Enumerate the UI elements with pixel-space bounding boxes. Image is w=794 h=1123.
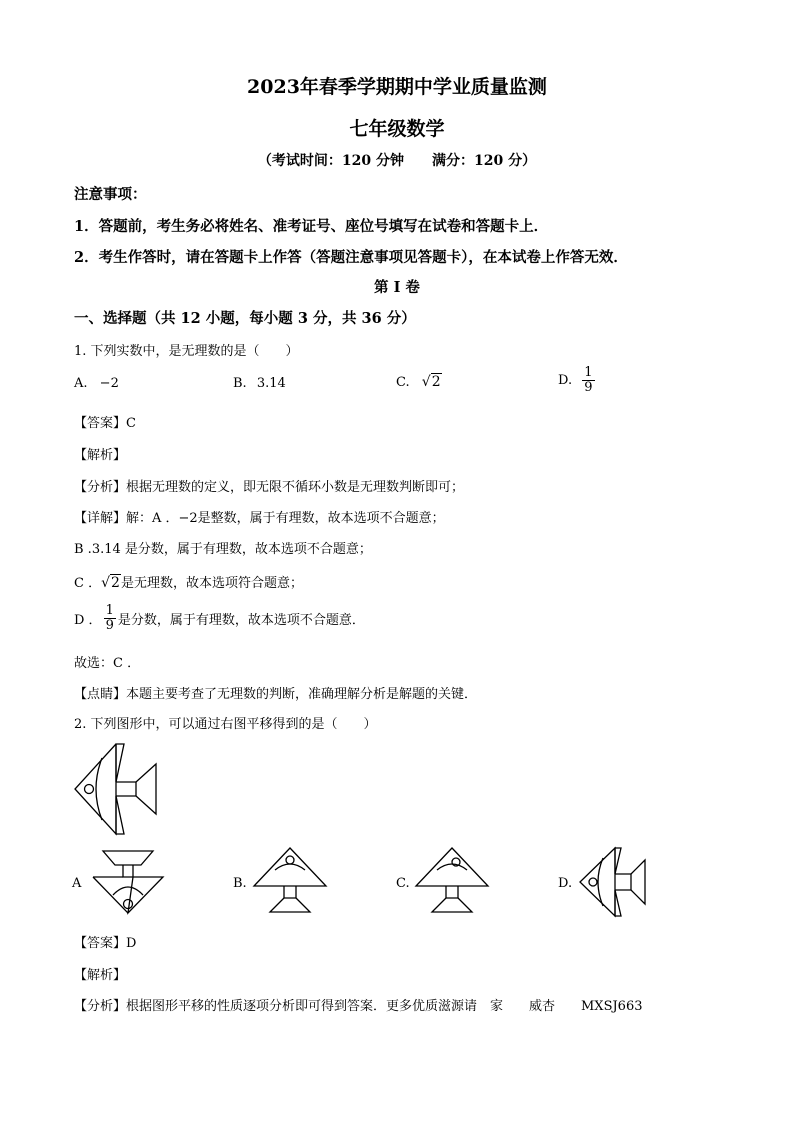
q2-option-a-figure bbox=[91, 849, 165, 915]
reference-eye-circle bbox=[85, 785, 94, 794]
q1-detail-c bbox=[74, 572, 303, 591]
detail-prefix: C ． bbox=[74, 576, 102, 591]
notes-item-1: 1．答题前，考生务必将姓名、准考证号、座位号填写在试卷和答题卡上． bbox=[74, 218, 549, 235]
fraction bbox=[104, 604, 116, 633]
fraction-numerator: 1 bbox=[584, 365, 593, 380]
option-text: 3.14 bbox=[256, 376, 286, 391]
q2-option-b-label: B. bbox=[233, 876, 247, 891]
q1-option-a bbox=[74, 376, 119, 391]
q2-option-d-figure bbox=[577, 846, 649, 918]
q2-option-c-figure bbox=[414, 846, 490, 916]
option-letter: D. bbox=[558, 373, 573, 388]
q1-detail-d bbox=[74, 604, 365, 633]
notes-item-2: 2．考生作答时，请在答题卡上作答（答题注意事项见答题卡），在本试卷上作答无效． bbox=[74, 249, 628, 266]
q1-option-b bbox=[233, 376, 286, 391]
radicand: 2 bbox=[431, 374, 441, 390]
q1-option-c bbox=[396, 374, 442, 390]
q1-jiexi: 【解析】 bbox=[74, 448, 127, 463]
detail-suffix: 是分数，属于有理数，故本选项不合题意． bbox=[117, 613, 365, 628]
fraction-denominator: 9 bbox=[584, 380, 593, 395]
q1-detail-a: 【详解】解：A ．−2是整数，属于有理数，故本选项不合题意； bbox=[74, 511, 445, 526]
q1-comment: 【点睛】本题主要考查了无理数的判断，准确理解分析是解题的关键． bbox=[74, 687, 478, 702]
detail-prefix: D ． bbox=[74, 613, 102, 628]
sqrt-expression: √2 bbox=[101, 575, 120, 591]
option-letter: A. bbox=[74, 376, 88, 391]
q2-reference-figure bbox=[72, 742, 162, 836]
q1-answer: 【答案】C bbox=[74, 416, 136, 431]
option-text: −2 bbox=[99, 376, 119, 391]
section-heading: 一、选择题（共 12 小题，每小题 3 分，共 36 分） bbox=[74, 310, 416, 327]
q1-analysis: 【分析】根据无理数的定义，即无限不循环小数是无理数判断即可； bbox=[74, 480, 465, 495]
q1-stem: 1. 下列实数中，是无理数的是（ ） bbox=[74, 344, 299, 359]
fraction-denominator: 9 bbox=[105, 618, 114, 633]
q2-option-b-figure bbox=[252, 846, 328, 916]
notes-heading: 注意事项： bbox=[74, 186, 147, 203]
exam-title: 2023年春季学期期中学业质量监测 bbox=[247, 76, 547, 98]
fraction-numerator: 1 bbox=[105, 603, 114, 618]
option-letter: C. bbox=[396, 375, 410, 390]
detail-suffix: 是无理数，故本选项符合题意； bbox=[120, 576, 303, 591]
sqrt-expression: √2 bbox=[421, 374, 441, 390]
exam-info: （考试时间：120 分钟 满分：120 分） bbox=[257, 153, 537, 169]
q2-answer: 【答案】D bbox=[74, 936, 137, 951]
option-letter: B. bbox=[233, 376, 247, 391]
reference-tail-trapezoid bbox=[136, 764, 156, 814]
volume-heading: 第 I 卷 bbox=[374, 279, 420, 296]
q2-option-d-label: D. bbox=[558, 876, 573, 891]
radicand: 2 bbox=[111, 575, 120, 591]
q1-detail-b: B .3.14 是分数，属于有理数，故本选项不合题意； bbox=[74, 542, 372, 557]
q2-option-a-label: A bbox=[72, 876, 82, 891]
q2-option-c-label: C. bbox=[396, 876, 410, 891]
fraction bbox=[582, 366, 594, 395]
q1-choose: 故选：C ． bbox=[74, 656, 141, 671]
q2-analysis: 【分析】根据图形平移的性质逐项分析即可得到答案．更多优质滋源请 家 威杏 MXSJ663 bbox=[74, 999, 643, 1014]
q1-option-d bbox=[558, 366, 597, 395]
q2-stem: 2. 下列图形中，可以通过右图平移得到的是（ ） bbox=[74, 717, 377, 732]
q2-jiexi: 【解析】 bbox=[74, 968, 127, 983]
exam-subtitle: 七年级数学 bbox=[349, 118, 445, 140]
